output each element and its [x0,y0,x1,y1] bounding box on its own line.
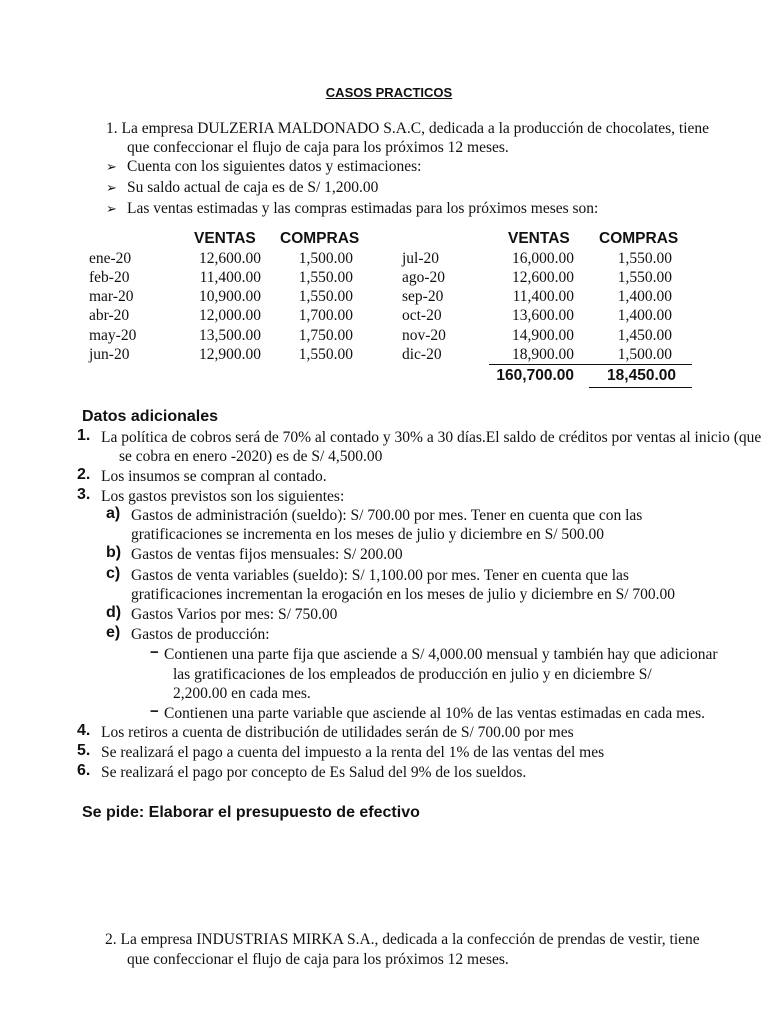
compras-cell: 1,550.00 [617,250,672,267]
page-title: CASOS PRACTICOS [325,85,453,100]
compras-cell: 1,550.00 [298,288,353,305]
compras-total: 18,450.00 [607,367,676,384]
compras-cell: 1,450.00 [617,327,672,344]
bullet-text: Las ventas estimadas y las compras estimadas para los próximos meses son: [127,200,599,217]
list-text: Gastos de administración (sueldo): S/ 700.00 por mes. Tener en cuenta que con las [131,507,643,524]
total-rule-bottom [589,387,692,388]
list-text: se cobra en enero -2020) es de S/ 4,500.00 [119,448,383,465]
ventas-cell: 13,500.00 [199,327,261,344]
list-text: gratificaciones incrementan la erogación en los meses de julio y diciembre en S/ 700.00 [131,586,676,603]
bullet-text: Su saldo actual de caja es de S/ 1,200.00 [127,179,379,196]
month-cell: jun-20 [89,346,130,363]
list-text: Se realizará el pago por concepto de Es Salud del 9% de los sueldos. [101,764,527,781]
list-text: las gratificaciones de los empleados de producción en julio y en diciembre S/ [173,666,652,683]
arrow-bullet-icon: ➢ [106,180,117,195]
compras-cell: 1,550.00 [298,269,353,286]
list-text: Contienen una parte fija que asciende a S/ 4,000.00 mensual y también hay que adicionar [164,646,718,663]
list-number: 2. [77,466,91,483]
list-number: 6. [77,762,91,779]
compras-cell: 1,500.00 [298,250,353,267]
ventas-header-right: VENTAS [508,230,570,247]
se-pide-heading: Se pide: Elaborar el presupuesto de efectivo [82,804,420,821]
month-cell: feb-20 [89,269,130,286]
list-number: 5. [77,742,91,759]
ventas-cell: 12,000.00 [199,307,261,324]
list-text: Gastos de venta variables (sueldo): S/ 1,100.00 por mes. Tener en cuenta que las [131,567,629,584]
sub-letter: d) [106,604,122,621]
list-text: Se realizará el pago a cuenta del impuesto a la renta del 1% de las ventas del mes [101,744,605,761]
compras-header-right: COMPRAS [599,230,679,247]
sub-letter: a) [106,505,121,522]
list-number: 3. [77,486,91,503]
compras-cell: 1,700.00 [298,307,353,324]
list-number: 1. [77,427,91,444]
compras-cell: 1,550.00 [298,346,353,363]
ventas-header-left: VENTAS [194,230,256,247]
ventas-cell: 13,600.00 [512,307,574,324]
ventas-cell: 11,400.00 [512,288,574,305]
ventas-cell: 16,000.00 [512,250,574,267]
month-cell: mar-20 [89,288,134,305]
case1-intro-line1: 1. La empresa DULZERIA MALDONADO S.A.C, dedicada a la producción de chocolates, tiene [106,120,710,137]
sub-letter: b) [106,544,122,561]
month-cell: sep-20 [402,288,444,305]
list-text: Los gastos previstos son los siguientes: [101,488,345,505]
sub-letter: c) [106,565,121,582]
compras-cell: 1,500.00 [617,346,672,363]
month-cell: oct-20 [402,307,442,324]
bullet-text: Cuenta con los siguientes datos y estimaciones: [127,158,422,175]
case2-intro-line2: que confeccionar el flujo de caja para los próximos 12 meses. [127,951,509,968]
total-rule-top [489,364,692,365]
ventas-total: 160,700.00 [496,367,574,384]
dash-bullet-icon: − [150,644,159,661]
month-cell: ene-20 [89,250,132,267]
sub-letter: e) [106,624,121,641]
list-text: Los retiros a cuenta de distribución de utilidades serán de S/ 700.00 por mes [101,724,574,741]
list-text: Contienen una parte variable que asciende al 10% de las ventas estimadas en cada mes. [164,705,705,722]
case2-intro-line1: 2. La empresa INDUSTRIAS MIRKA S.A., dedicada a la confección de prendas de vestir, tiene [105,931,700,948]
list-text: Los insumos se compran al contado. [101,468,327,485]
arrow-bullet-icon: ➢ [106,159,117,174]
list-text: Gastos Varios por mes: S/ 750.00 [131,606,338,623]
ventas-cell: 12,900.00 [199,346,261,363]
case1-intro-line2: que confeccionar el flujo de caja para los próximos 12 meses. [127,139,509,156]
compras-cell: 1,550.00 [617,269,672,286]
month-cell: dic-20 [402,346,442,363]
list-text: gratificaciones se incrementa en los meses de julio y diciembre en S/ 500.00 [131,526,605,543]
list-text: Gastos de producción: [131,626,270,643]
list-text: 2,200.00 en cada mes. [173,685,311,702]
ventas-cell: 18,900.00 [512,346,574,363]
month-cell: nov-20 [402,327,446,344]
month-cell: jul-20 [402,250,440,267]
arrow-bullet-icon: ➢ [106,201,117,216]
ventas-cell: 10,900.00 [199,288,261,305]
month-cell: ago-20 [402,269,446,286]
month-cell: abr-20 [89,307,130,324]
ventas-cell: 12,600.00 [512,269,574,286]
month-cell: may-20 [89,327,137,344]
datos-heading: Datos adicionales [82,408,219,425]
compras-cell: 1,750.00 [298,327,353,344]
list-text: Gastos de ventas fijos mensuales: S/ 200.00 [131,546,403,563]
ventas-cell: 11,400.00 [199,269,261,286]
compras-cell: 1,400.00 [617,307,672,324]
ventas-cell: 12,600.00 [199,250,261,267]
dash-bullet-icon: − [150,703,159,720]
ventas-cell: 14,900.00 [512,327,574,344]
list-number: 4. [77,722,91,739]
compras-header-left: COMPRAS [280,230,360,247]
list-text: La política de cobros será de 70% al contado y 30% a 30 días.El saldo de créditos por ventas al inicio (que [101,429,762,446]
compras-cell: 1,400.00 [617,288,672,305]
